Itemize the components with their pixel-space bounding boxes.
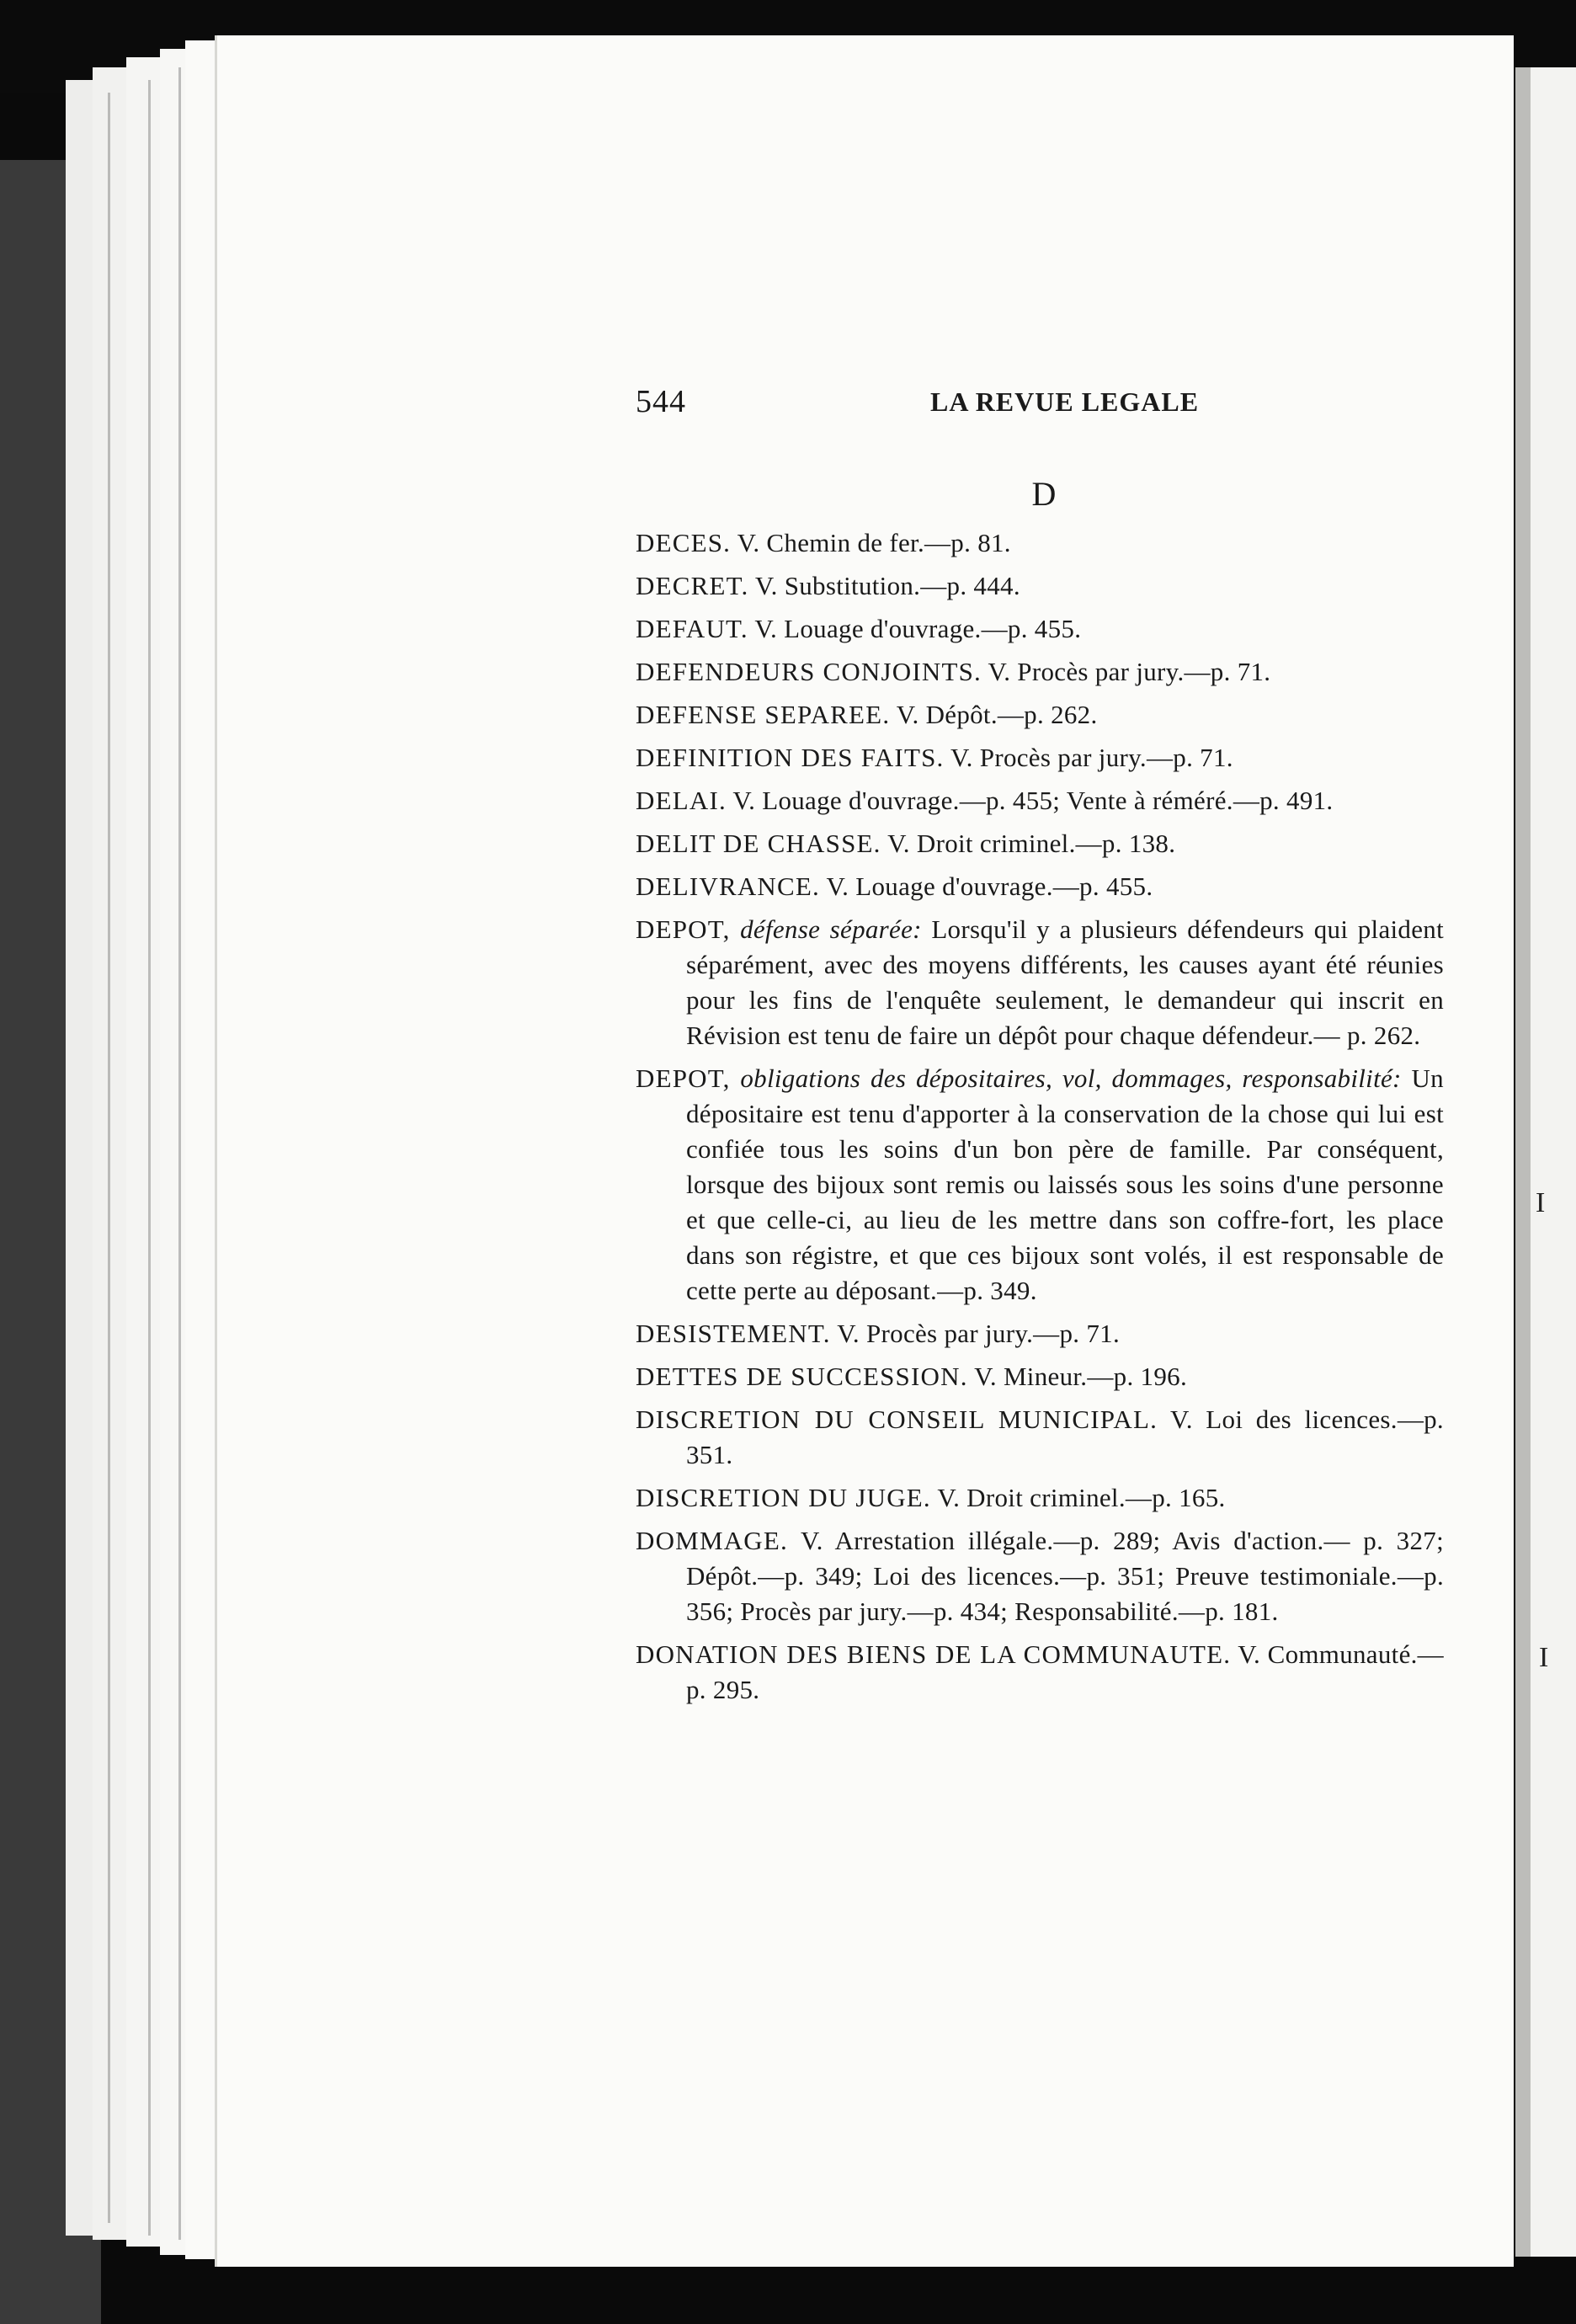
index-entry [636, 1402, 1444, 1473]
index-entry [636, 912, 1444, 1053]
entry-heading: DELIT DE CHASSE. [636, 829, 881, 858]
entry-reference: V. Mineur.—p. 196. [974, 1362, 1187, 1391]
entry-heading: DISCRETION DU JUGE. [636, 1483, 931, 1512]
section-letter: D [1031, 475, 1057, 513]
index-entry [636, 740, 1444, 776]
index-entry [636, 1637, 1444, 1708]
page-number: 544 [636, 384, 686, 419]
entry-topic: défense séparée: [740, 914, 922, 944]
entry-reference: V. Communauté.—p. 295. [686, 1639, 1444, 1704]
entry-reference: V. Louage d'ouvrage.—p. 455; Vente à réméré.—p. 491. [732, 786, 1334, 815]
entry-body: Un dépositaire est tenu d'apporter à la conservation de la chose qui lui est confiée tous les soins d'un bon père de famille. Par conséquent, lorsque des bijoux sont remis ou laissés sous les soins d'une personne et que celle-ci, au lieu de les mettre dans son coffre-fort, les place dans son régistre, et que ces bijoux sont volés, il est responsable de cette perte au déposant.—p. 349. [686, 1063, 1444, 1305]
entry-reference: V. Louage d'ouvrage.—p. 455. [826, 872, 1153, 901]
entry-heading: DEFINITION DES FAITS. [636, 743, 945, 772]
index-page-content [636, 383, 1444, 1715]
entry-reference: V. Dépôt.—p. 262. [896, 700, 1098, 729]
entry-heading: DOMMAGE. [636, 1526, 788, 1555]
index-entry [636, 869, 1444, 904]
index-entry [636, 1061, 1444, 1309]
entry-reference: V. Droit criminel.—p. 165. [937, 1483, 1226, 1512]
entry-heading: DEFENSE SEPAREE. [636, 700, 891, 729]
entry-heading: DESISTEMENT. [636, 1319, 831, 1348]
entry-heading: DONATION DES BIENS DE LA COMMUNAUTE. [636, 1639, 1232, 1669]
entry-reference: V. Arrestation illégale.—p. 289; Avis d'action.— p. 327; Dépôt.—p. 349; Loi des licences.—p. 351; Preuve testimoniale.—p. 356; Procès par jury.—p. 434; Responsabilité.—p. 181. [686, 1526, 1444, 1626]
entry-heading: DECES. [636, 528, 732, 557]
facing-page-glyph: I [1539, 1642, 1549, 1673]
entry-heading: DELAI. [636, 786, 727, 815]
index-entry [636, 783, 1444, 818]
page-edge-shadow [178, 67, 181, 2240]
index-entry [636, 525, 1444, 561]
page-edge-shadow [148, 80, 151, 2236]
entry-heading: DEFENDEURS CONJOINTS. [636, 657, 982, 686]
entry-reference: V. Procès par jury.—p. 71. [988, 657, 1271, 686]
running-head [636, 383, 1444, 425]
entry-reference: V. Louage d'ouvrage.—p. 455. [754, 614, 1082, 643]
entry-topic: obligations des dépositaires, vol, dommages, responsabilité: [740, 1063, 1402, 1093]
entry-reference: V. Chemin de fer.—p. 81. [737, 528, 1011, 557]
entry-reference: V. Procès par jury.—p. 71. [950, 743, 1233, 772]
facing-page-glyph: I [1536, 1187, 1546, 1218]
entry-heading: DETTES DE SUCCESSION. [636, 1362, 968, 1391]
entry-heading: DEPOT, [636, 1063, 731, 1093]
index-entry [636, 568, 1444, 604]
journal-title: LA REVUE LEGALE [930, 386, 1200, 417]
page-edge-shadow [108, 93, 110, 2223]
index-entry [636, 1359, 1444, 1394]
entry-reference: V. Substitution.—p. 444. [754, 571, 1020, 600]
index-entry [636, 826, 1444, 861]
index-entry [636, 654, 1444, 690]
index-entry [636, 697, 1444, 733]
entry-reference: V. Procès par jury.—p. 71. [837, 1319, 1121, 1348]
entry-heading: DISCRETION DU CONSEIL MUNICIPAL. [636, 1405, 1158, 1434]
entry-heading: DEPOT, [636, 914, 731, 944]
entry-heading: DELIVRANCE. [636, 872, 820, 901]
index-entry [636, 1523, 1444, 1629]
index-entry [636, 611, 1444, 647]
entry-heading: DEFAUT. [636, 614, 748, 643]
index-entry [636, 1480, 1444, 1516]
entry-heading: DECRET. [636, 571, 749, 600]
entry-body: Lorsqu'il y a plusieurs défendeurs qui plaident séparément, avec des moyens différents, les causes ayant été réunies pour les fins de l'enquête seulement, le demandeur qui inscrit en Révision est tenu de faire un dépôt pour chaque défendeur.— p. 262. [686, 914, 1445, 1050]
entry-reference: V. Droit criminel.—p. 138. [887, 829, 1176, 858]
facing-page-edge [1515, 67, 1576, 2257]
entry-reference: V. Loi des licences.—p. 351. [686, 1405, 1444, 1469]
index-entry [636, 1316, 1444, 1351]
